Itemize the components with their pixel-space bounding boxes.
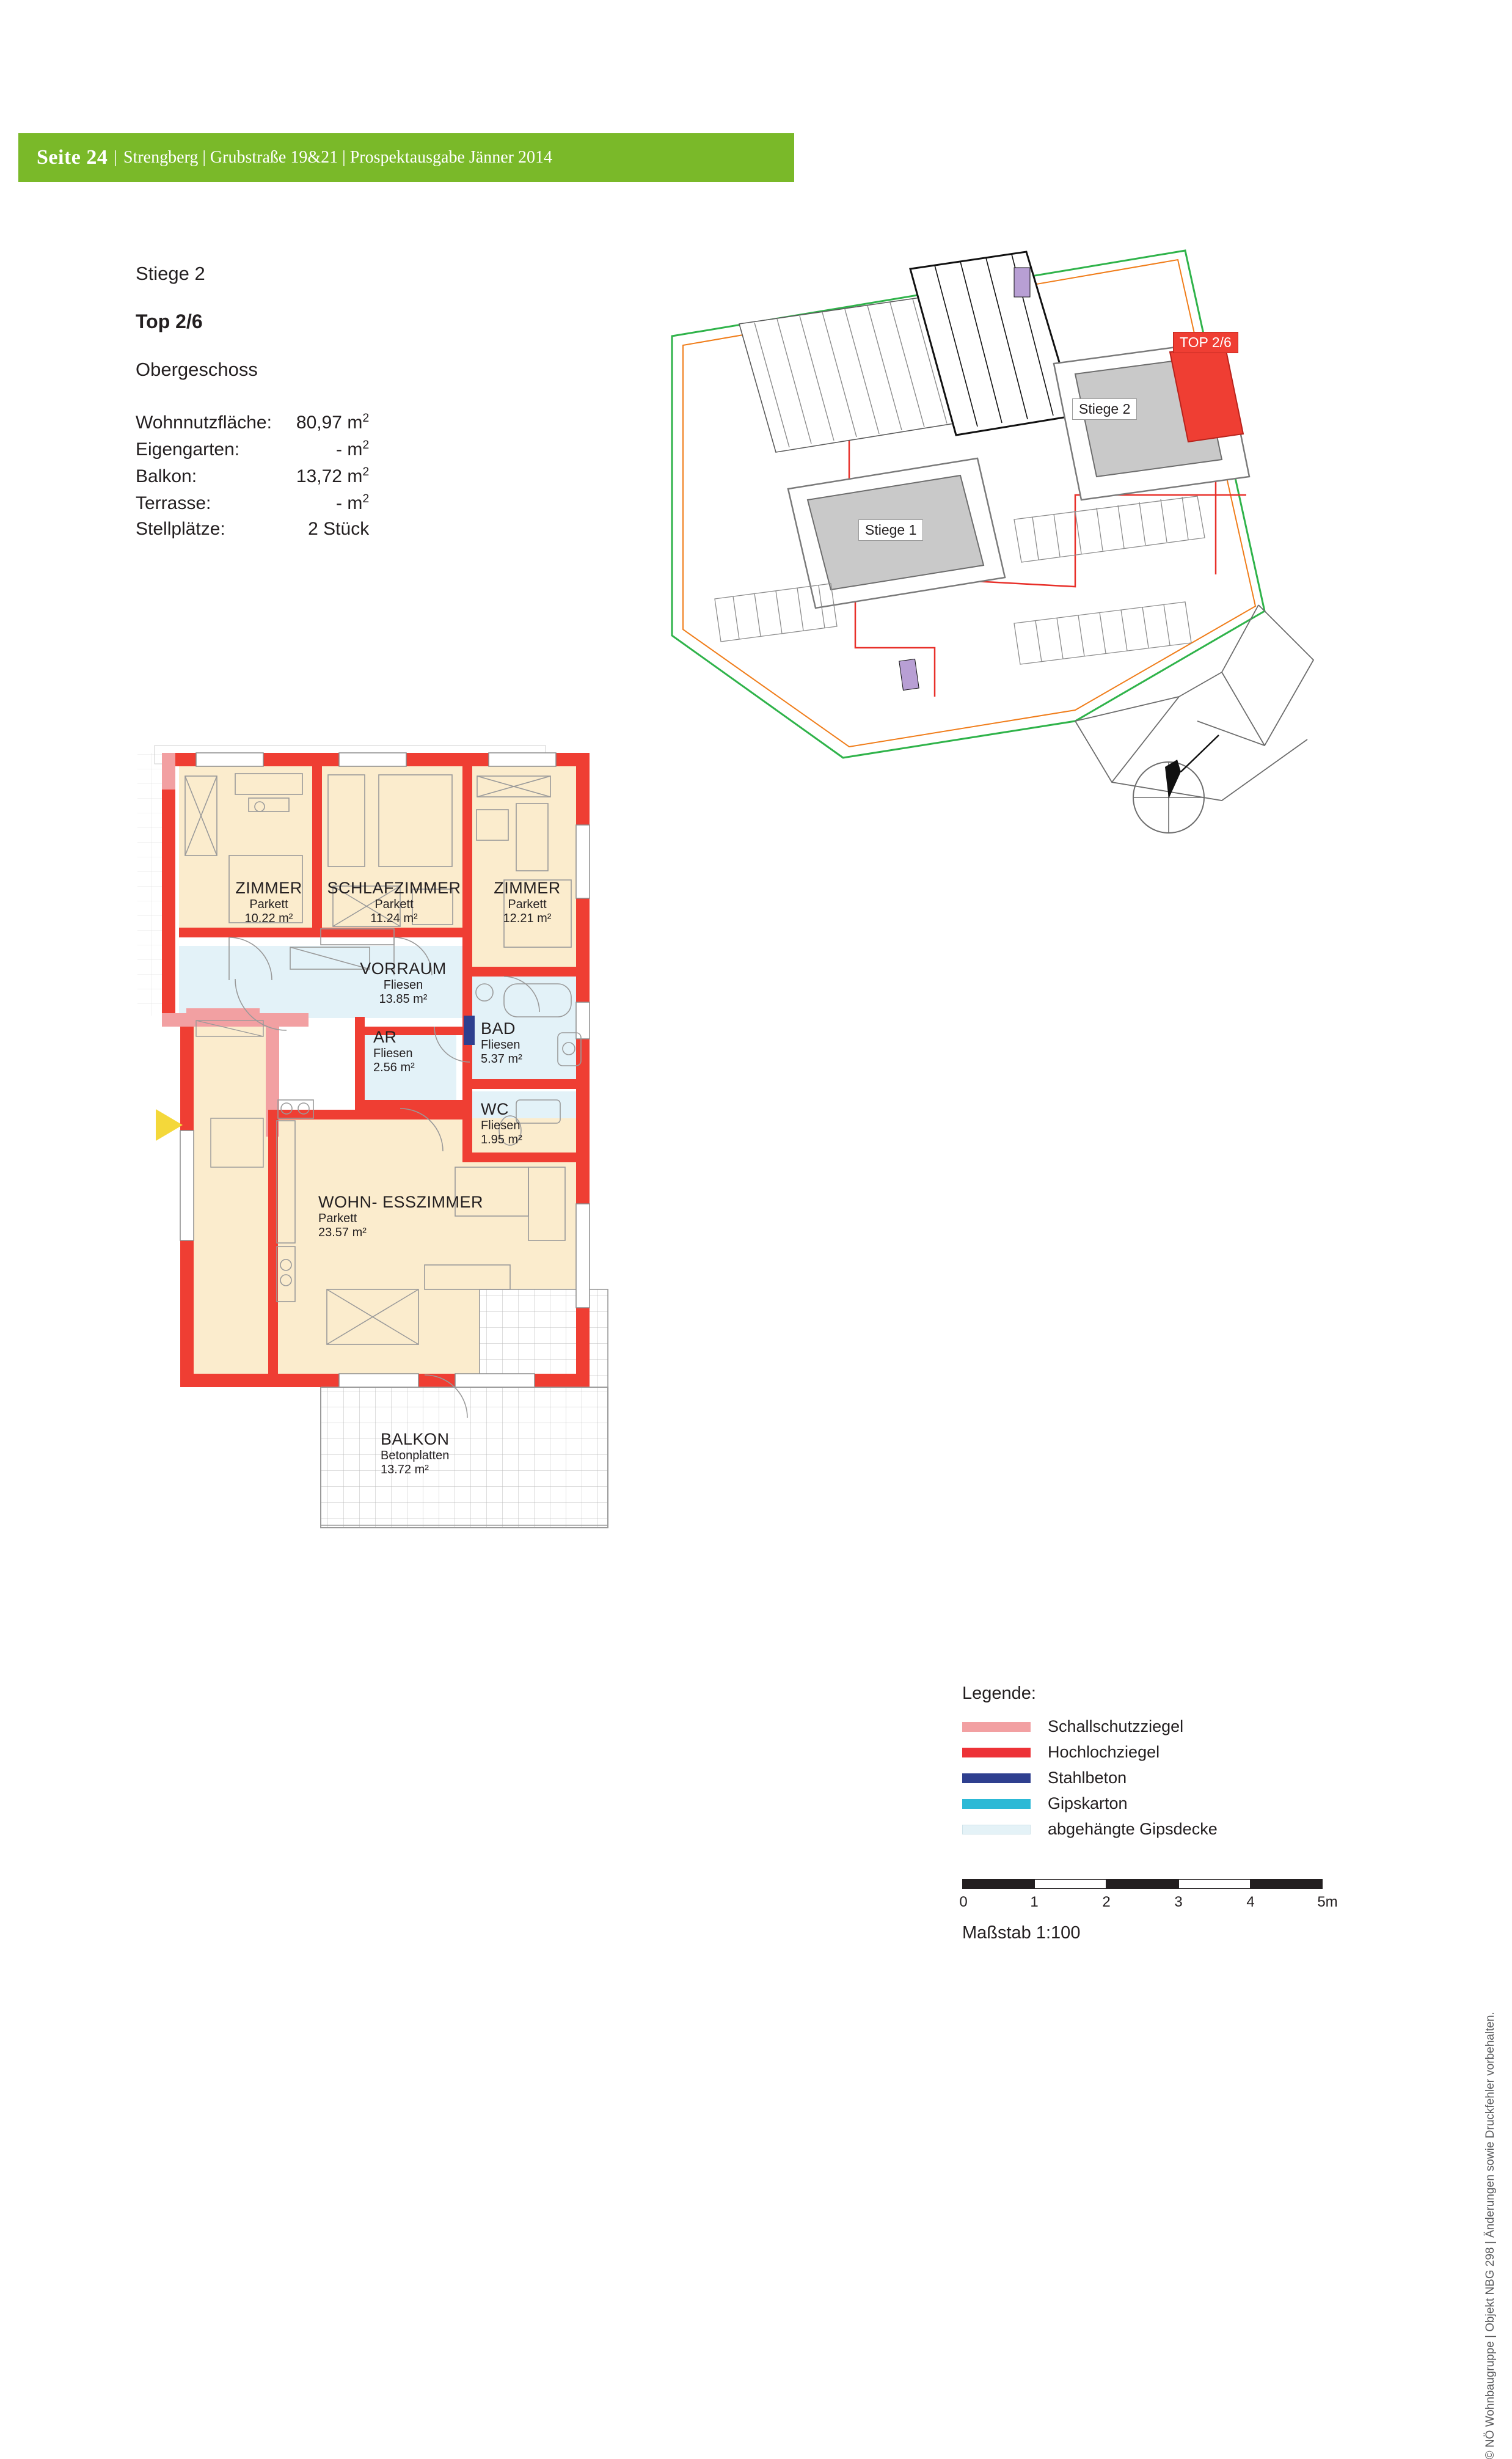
copyright-notice: © NÖ Wohnbaugruppe | Objekt NBG 298 | Änderungen sowie Druckfehler vorbehalten. — [1484, 2012, 1497, 2459]
room-label-wc: WC Fliesen 1.95 m² — [481, 1100, 522, 1146]
site-label-stiege-1: Stiege 1 — [858, 519, 923, 541]
list-item — [962, 1820, 1353, 1839]
compass-rose — [1127, 724, 1237, 840]
room-label-zimmer-1: ZIMMER Parkett 10.22 m² — [235, 879, 302, 925]
scale-segment — [1106, 1879, 1178, 1889]
site-label-top-2-6: TOP 2/6 — [1173, 332, 1238, 353]
legend-label: abgehängte Gipsdecke — [1048, 1820, 1218, 1838]
area-value: 13,72 $m^2$ — [296, 465, 370, 486]
room-label-wohn-esszimmer: WOHN- ESSZIMMER Parkett 23.57 m² — [318, 1193, 483, 1239]
scale-bar-graphic — [962, 1879, 1323, 1890]
header-separator: | — [114, 148, 117, 167]
page-number-label: Seite 24 — [37, 146, 108, 169]
area-label: Stellplätze: — [136, 519, 225, 539]
room-label-bad: BAD Fliesen 5.37 m² — [481, 1019, 522, 1066]
scale-tick: 2 — [1102, 1894, 1111, 1910]
list-item — [962, 1768, 1353, 1787]
list-item — [962, 1794, 1353, 1813]
legend-swatch-schallschutzziegel — [962, 1722, 1031, 1732]
legend-title: Legende: — [962, 1684, 1036, 1703]
legend-label: Gipskarton — [1048, 1794, 1128, 1812]
area-label: Wohnnutzfläche: — [136, 412, 272, 433]
scale-tick: 3 — [1174, 1894, 1183, 1910]
legend — [962, 1684, 1353, 1845]
area-value: - $m^2$ — [336, 492, 370, 513]
header-title-text: Strengberg | Grubstraße 19&21 | Prospektausgabe Jänner 2014 — [123, 148, 552, 167]
site-label-stiege-2: Stiege 2 — [1072, 398, 1137, 420]
table-row — [136, 489, 369, 516]
entrance-arrow-icon — [156, 1109, 183, 1141]
stiege-label: Stiege 2 — [136, 263, 205, 284]
top-unit-label: Top 2/6 — [136, 310, 203, 332]
scale-tick: 0 — [959, 1894, 968, 1910]
floor-label: Obergeschoss — [136, 359, 258, 380]
room-label-ar: AR Fliesen 2.56 m² — [373, 1028, 415, 1074]
scale-tick: 4 — [1246, 1894, 1255, 1910]
floor-plan-drawing — [137, 739, 944, 1900]
list-item — [962, 1743, 1353, 1762]
apartment-info-block — [136, 263, 563, 542]
legend-label: Hochlochziegel — [1048, 1743, 1160, 1761]
legend-swatch-stahlbeton — [962, 1773, 1031, 1783]
area-value: - $m^2$ — [336, 438, 370, 460]
scale-tick: 5m — [1317, 1894, 1338, 1910]
room-label-schlafzimmer: SCHLAFZIMMER Parkett 11.24 m² — [327, 879, 461, 925]
room-label-balkon: BALKON Betonplatten 13.72 m² — [381, 1430, 450, 1476]
room-label-vorraum: VORRAUM Fliesen 13.85 m² — [360, 959, 447, 1006]
table-row — [136, 463, 369, 489]
list-item — [962, 1717, 1353, 1736]
scale-segment — [1034, 1879, 1106, 1889]
area-table — [136, 409, 369, 542]
legend-label: Stahlbeton — [1048, 1768, 1127, 1787]
scale-segment — [1251, 1879, 1323, 1889]
scale-caption: Maßstab 1:100 — [962, 1923, 1081, 1943]
table-row — [136, 409, 369, 436]
table-row — [136, 436, 369, 463]
area-value: 2 Stück — [308, 519, 370, 539]
area-label: Terrasse: — [136, 493, 211, 513]
scale-tick-labels — [959, 1894, 1341, 1915]
legend-swatch-gipsdecke — [962, 1825, 1031, 1834]
page-header-bar — [18, 133, 794, 182]
legend-swatch-hochlochziegel — [962, 1748, 1031, 1757]
scale-segment — [962, 1879, 1034, 1889]
table-row — [136, 516, 369, 542]
area-value: 80,97 $m^2$ — [296, 411, 370, 433]
scale-tick: 1 — [1030, 1894, 1039, 1910]
area-label: Balkon: — [136, 466, 197, 486]
legend-label: Schallschutzziegel — [1048, 1717, 1184, 1735]
scale-bar — [959, 1879, 1341, 1943]
area-label: Eigengarten: — [136, 439, 240, 460]
legend-swatch-gipskarton — [962, 1799, 1031, 1809]
room-label-zimmer-3: ZIMMER Parkett 12.21 m² — [494, 879, 561, 925]
scale-segment — [1178, 1879, 1251, 1889]
